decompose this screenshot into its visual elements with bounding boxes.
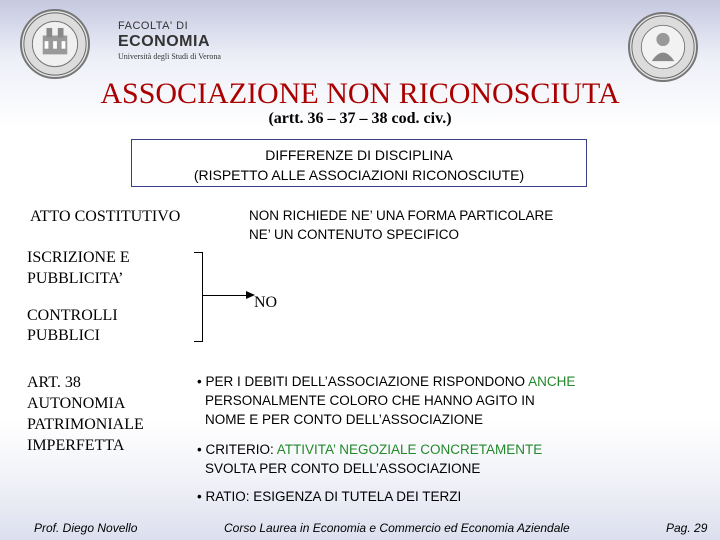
- bullet-1-line-3: NOME E PER CONTO DELL’ASSOCIAZIONE: [205, 412, 484, 427]
- footer-course: Corso Laurea in Economia e Commercio ed Economia Aziendale: [224, 521, 570, 535]
- art38-label-line-3: PATRIMONIALE: [27, 416, 144, 433]
- art38-label-line-1: ART. 38: [27, 374, 81, 391]
- bullet-1-line-1: [197, 373, 575, 391]
- iscrizione-label-line-2: PUBBLICITA’: [27, 270, 124, 287]
- bullet-1-black-text: • PER I DEBITI DELL’ASSOCIAZIONE RISPONDONO: [197, 374, 529, 389]
- atto-text-line-1: NON RICHIEDE NE’ UNA FORMA PARTICOLARE: [249, 208, 554, 223]
- atto-label: ATTO COSTITUTIVO: [30, 208, 181, 225]
- controlli-label-line-1: CONTROLLI: [27, 307, 118, 324]
- bullet-2-green-text: ATTIVITA’ NEGOZIALE CONCRETAMENTE: [276, 442, 543, 457]
- university-name: Università degli Studi di Verona: [118, 52, 221, 61]
- faculty-seal-icon: [20, 9, 90, 79]
- art38-label-line-4: IMPERFETTA: [27, 437, 125, 454]
- footer-page-number: Pag. 29: [666, 521, 708, 535]
- footer-author: Prof. Diego Novello: [34, 521, 138, 535]
- arrow-line: [202, 295, 252, 296]
- bracket-line: [194, 252, 203, 342]
- bullet-3: • RATIO: ESIGENZA DI TUTELA DEI TERZI: [197, 489, 462, 504]
- university-seal-icon: [628, 12, 698, 82]
- art38-label-line-2: AUTONOMIA: [27, 395, 126, 412]
- bullet-1-green-text: ANCHE: [528, 374, 576, 389]
- bullet-2-black-text: • CRITERIO:: [197, 442, 277, 457]
- page-subtitle: (artt. 36 – 37 – 38 cod. civ.): [268, 110, 452, 127]
- no-text: NO: [254, 294, 278, 311]
- page-title: ASSOCIAZIONE NON RICONOSCIUTA: [100, 77, 620, 110]
- bullet-1-line-2: PERSONALMENTE COLORO CHE HANNO AGITO IN: [205, 393, 535, 408]
- faculty-name: ECONOMIA: [118, 33, 210, 50]
- faculty-prefix: FACOLTA' DI: [118, 20, 189, 32]
- differences-box: [131, 139, 587, 187]
- iscrizione-label-line-1: ISCRIZIONE E: [27, 249, 130, 266]
- atto-text-line-2: NE’ UN CONTENUTO SPECIFICO: [249, 227, 460, 242]
- box-line-1: DIFFERENZE DI DISCIPLINA: [265, 147, 453, 163]
- bullet-2-line-1: [197, 441, 542, 459]
- controlli-label-line-2: PUBBLICI: [27, 327, 100, 344]
- box-line-2: (RISPETTO ALLE ASSOCIAZIONI RICONOSCIUTE): [193, 167, 525, 183]
- bullet-2-line-2: SVOLTA PER CONTO DELL’ASSOCIAZIONE: [205, 461, 481, 476]
